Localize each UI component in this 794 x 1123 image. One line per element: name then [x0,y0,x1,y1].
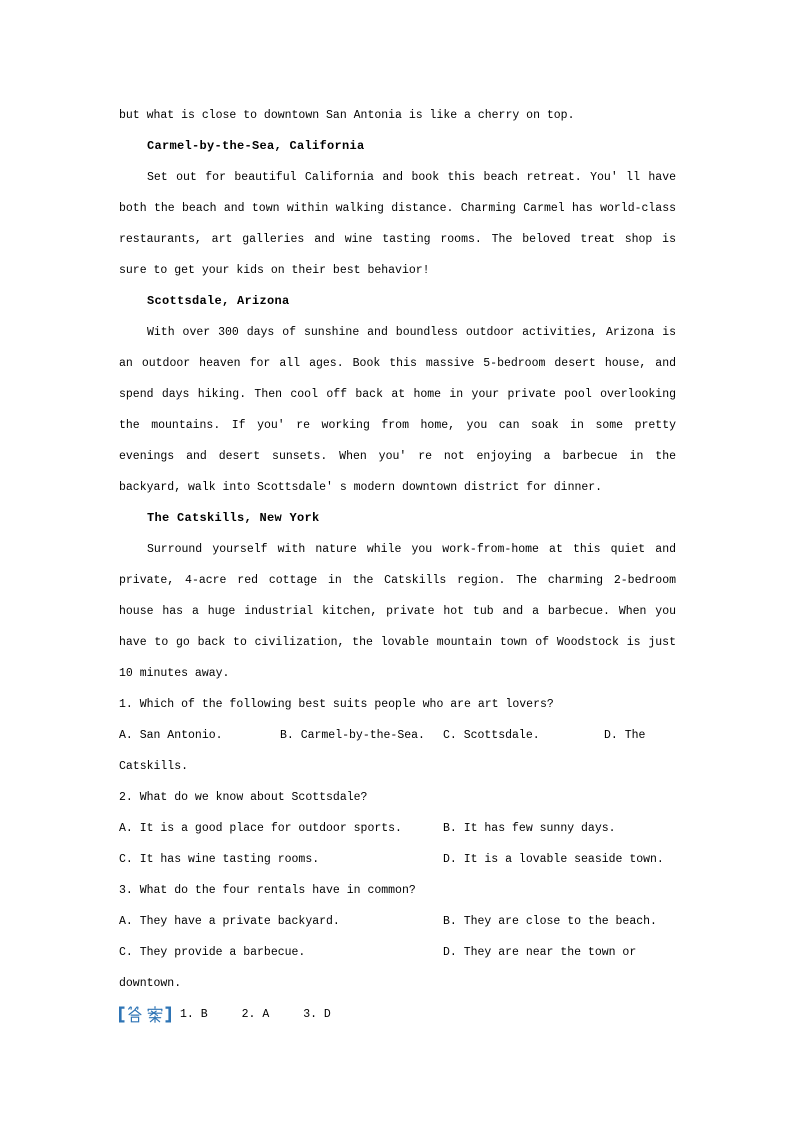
question-2-options-row-2 [119,844,676,875]
section-heading-carmel: Carmel-by-the-Sea, California [147,139,365,153]
answer-item-3: 3. D [303,1008,331,1021]
section-heading-catskills: The Catskills, New York [147,511,320,525]
section-heading-scottsdale: Scottsdale, Arizona [147,294,290,308]
question-2-option-b: B. It has few sunny days. [443,822,616,835]
answer-label [117,1006,173,1023]
question-1-option-c: C. Scottsdale. [443,729,540,742]
question-3-stem: 3. What do the four rentals have in common? [119,884,416,897]
answer-item-1: 1. B [180,1008,208,1021]
answer-item-2: 2. A [241,1008,270,1021]
question-2-options-row-1 [119,813,676,844]
question-2-option-d: D. It is a lovable seaside town. [443,853,664,866]
question-3-options-row-2 [119,937,676,968]
question-2-stem: 2. What do we know about Scottsdale? [119,791,368,804]
question-1-option-b: B. Carmel-by-the-Sea. [280,729,425,742]
question-3-options-row-1 [119,906,676,937]
question-3-option-b: B. They are close to the beach. [443,915,657,928]
section-paragraph-scottsdale: With over 300 days of sunshine and boundless outdoor activities, Arizona is an outdoor heaven for all ages. Book this massive 5-bedroom desert house, and spend days hiking. Then cool off back at home in your private pool overlooking the mountains. If you' re working from home, you can soak in some pretty evenings and desert sunsets. When you' re not enjoying a barbecue in the backyard, walk into Scottsdale' s modern downtown district for dinner. [119,326,676,494]
question-1-stem: 1. Which of the following best suits people who are art lovers? [119,698,554,711]
document-content [119,100,676,1030]
question-1-option-d: D. The [604,729,646,742]
answer-line [119,999,676,1030]
question-1-option-d-continuation: Catskills. [119,760,189,773]
question-2-option-a: A. It is a good place for outdoor sports. [119,822,402,835]
section-paragraph-carmel: Set out for beautiful California and book this beach retreat. You' ll have both the beach and town within walking distance. Charming Carmel has world-class restaurants, art galleries and wine tasting rooms. The beloved treat shop is sure to get your kids on their best behavior! [119,171,676,277]
question-2-option-c: C. It has wine tasting rooms. [119,853,320,866]
section-paragraph-catskills: Surround yourself with nature while you work-from-home at this quiet and private, 4-acre red cottage in the Catskills region. The charming 2-bedroom house has a huge industrial kitchen, private hot tub and a barbecue. When you have to go back to civilization, the lovable mountain town of Woodstock is just 10 minutes away. [119,543,676,680]
question-1-options-row [119,720,676,751]
answer-label-icon [117,1006,173,1023]
question-3-option-d: D. They are near the town or [443,946,637,959]
question-3-option-d-continuation: downtown. [119,977,182,990]
question-1-option-a: A. San Antonio. [119,729,223,742]
question-3-option-a: A. They have a private backyard. [119,915,340,928]
question-3-option-c: C. They provide a barbecue. [119,946,306,959]
paragraph-continuation-line: but what is close to downtown San Antonia is like a cherry on top. [119,109,575,122]
